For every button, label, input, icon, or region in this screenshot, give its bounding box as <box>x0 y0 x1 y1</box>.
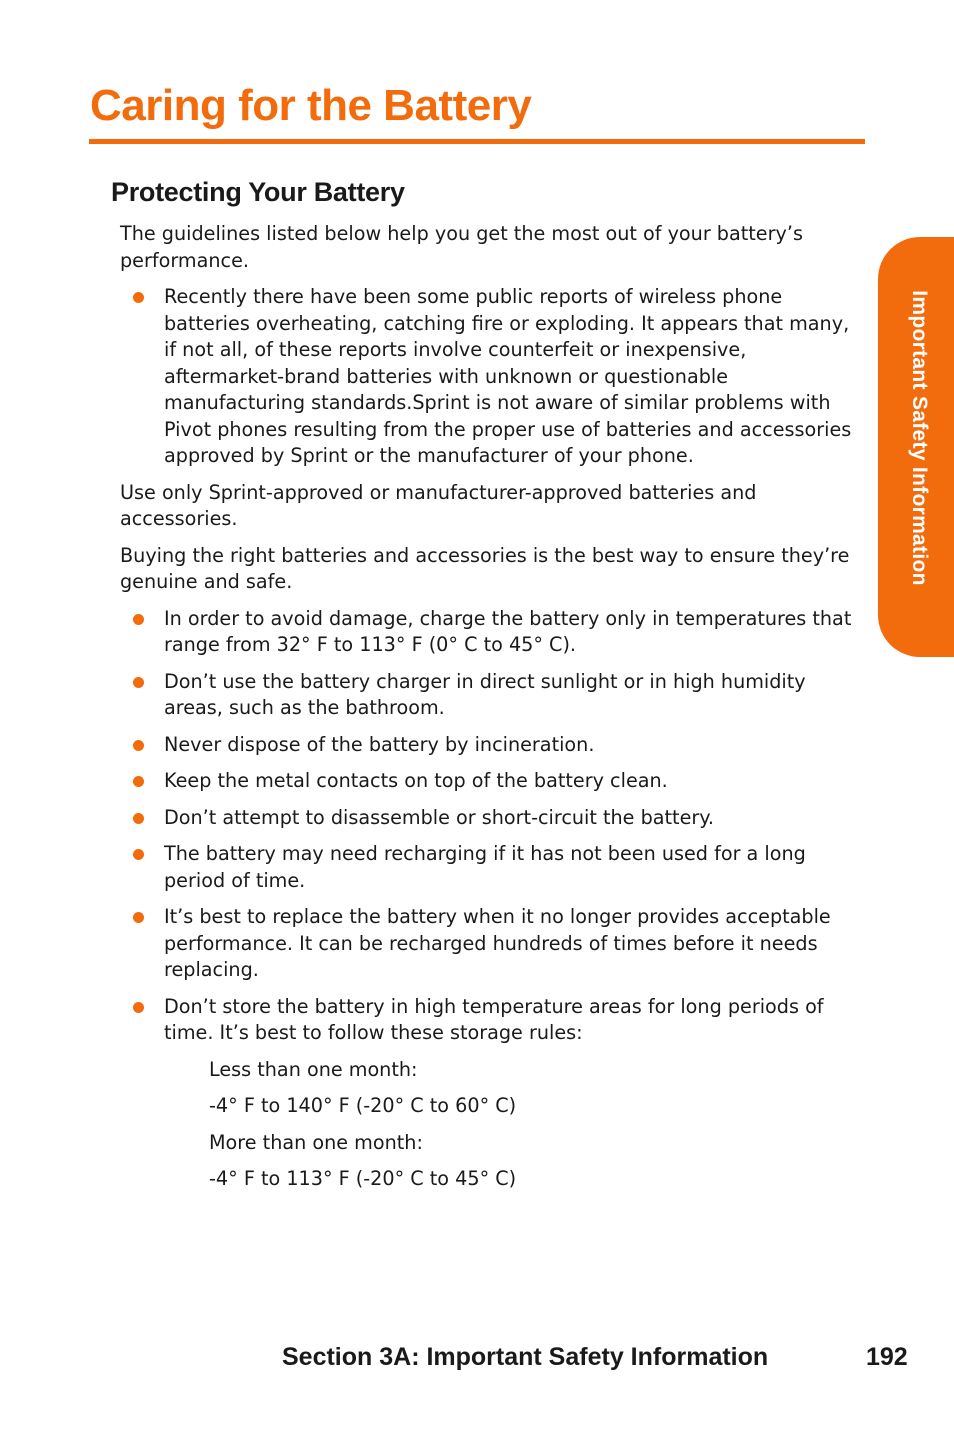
bullet-text: Don’t attempt to disassemble or short-circuit the battery. <box>164 805 714 829</box>
footer-section-title: Section 3A: Important Safety Information <box>282 1343 769 1371</box>
page-title: Caring for the Battery <box>90 81 532 130</box>
body-content <box>120 221 865 1203</box>
storage-rule-label-long: More than one month: <box>209 1130 423 1154</box>
approved-batteries-paragraph: Use only Sprint-approved or manufacturer-approved batteries and accessories. <box>120 480 757 530</box>
bullet-text: The battery may need recharging if it has not been used for a long period of time. <box>164 842 806 892</box>
bullet-icon <box>133 813 144 824</box>
storage-rule-label-short: Less than one month: <box>209 1057 418 1081</box>
list-item <box>120 994 865 1047</box>
bullet-icon <box>133 1002 144 1013</box>
bullet-text: In order to avoid damage, charge the battery only in temperatures that range from 32° F to 113° F (0° C to 45° C). <box>164 606 852 656</box>
bullet-icon <box>133 292 144 303</box>
list-item <box>120 768 865 795</box>
bullet-text: Don’t store the battery in high temperature areas for long periods of time. It’s best to follow these storage rules: <box>164 994 824 1044</box>
list-item <box>120 732 865 759</box>
bullet-text: Keep the metal contacts on top of the battery clean. <box>164 769 668 792</box>
section-heading: Protecting Your Battery <box>111 177 405 207</box>
genuine-batteries-paragraph: Buying the right batteries and accessories is the best way to ensure they’re genuine and safe. <box>120 543 850 593</box>
bullet-text: It’s best to replace the battery when it no longer provides acceptable performance. It can be recharged hundreds of times before it needs replacing. <box>164 905 831 981</box>
list-item <box>120 805 865 832</box>
list-item <box>120 284 865 470</box>
title-rule <box>89 139 865 144</box>
bullet-text: Don’t use the battery charger in direct sunlight or in high humidity areas, such as the bathroom. <box>164 669 806 719</box>
bullet-list-2 <box>120 606 865 1047</box>
bullet-icon <box>133 614 144 625</box>
bullet-icon <box>133 677 144 688</box>
intro-paragraph: The guidelines listed below help you get the most out of your battery’s performance. <box>120 222 803 272</box>
side-tab-label: Important Safety Information <box>908 290 931 586</box>
bullet-text: Never dispose of the battery by incineration. <box>164 732 595 756</box>
bullet-icon <box>133 849 144 860</box>
page-number: 192 <box>866 1343 908 1371</box>
list-item <box>120 606 865 659</box>
list-item <box>120 841 865 894</box>
list-item <box>120 669 865 722</box>
bullet-text: Recently there have been some public reports of wireless phone batteries overheating, catching fire or exploding. It appears that many, if not all, of these reports involve counterfeit or inexpensive, aftermarket-brand batteries with unknown or questionable manufacturing standards.Sprint is not aware of similar problems with Pivot phones resulting from the proper use of batteries and accessories approved by Sprint or the manufacturer of your phone. <box>164 285 852 467</box>
bullet-list-1 <box>120 284 865 470</box>
bullet-icon <box>133 776 144 787</box>
storage-rule-range-short: -4° F to 140° F (-20° C to 60° C) <box>209 1094 517 1117</box>
storage-rule-range-long: -4° F to 113° F (-20° C to 45° C) <box>209 1167 517 1190</box>
list-item <box>120 904 865 984</box>
bullet-icon <box>133 912 144 923</box>
bullet-icon <box>133 740 144 751</box>
